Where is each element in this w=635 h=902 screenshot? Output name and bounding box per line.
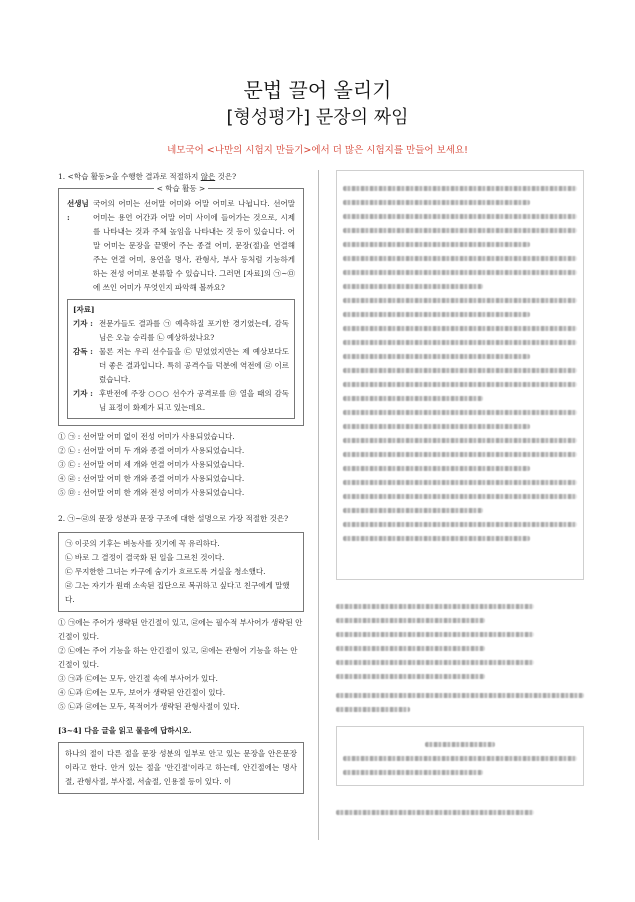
blurred-line bbox=[343, 382, 577, 387]
blurred-line bbox=[343, 270, 577, 275]
q1-options bbox=[58, 430, 304, 500]
blurred-line bbox=[343, 396, 483, 401]
q1-option[interactable]: ③ ㉢ : 선어말 어미 세 개와 연결 어미가 사용되었습니다. bbox=[58, 460, 245, 469]
dialog-speaker: 기자 : bbox=[73, 319, 93, 328]
blurred-line bbox=[343, 256, 577, 261]
blurred-line bbox=[343, 228, 577, 233]
blurred-line bbox=[343, 424, 530, 429]
teacher-label: 선생님 : bbox=[67, 199, 89, 222]
q2-options bbox=[58, 616, 304, 714]
q1-option[interactable]: ④ ㉣ : 선어말 어미 한 개와 종결 어미가 사용되었습니다. bbox=[58, 474, 245, 483]
blurred-line bbox=[343, 284, 483, 289]
q2-option[interactable]: ⑤ ㉡과 ㉣에는 모두, 목적어가 생략된 관형사절이 있다. bbox=[58, 702, 240, 711]
blurred-line bbox=[343, 312, 530, 317]
q34-heading: [3~4] 다음 글을 읽고 물음에 답하시오. bbox=[58, 726, 192, 735]
blurred-line bbox=[336, 632, 534, 637]
blurred-line bbox=[343, 368, 577, 373]
dialog-text: 물론 저는 우리 선수들을 ㉢ 믿었었지만는 제 예상보다도 더 좋은 결과입니다. 특히 공격수들 덕분에 역전에 ㉣ 이르렀습니다. bbox=[99, 347, 289, 384]
q1-option[interactable]: ② ㉡ : 선어말 어미 두 개와 종결 어미가 사용되었습니다. bbox=[58, 446, 245, 455]
q2-option[interactable]: ③ ㉠과 ㉢에는 모두, 안긴절 속에 부사어가 있다. bbox=[58, 674, 218, 683]
dialog-speaker: 감독 : bbox=[73, 347, 93, 356]
blurred-question-area bbox=[336, 604, 584, 712]
q2-sentence: ㉢ 무지한한 그녀는 카구에 숨기가 흐르도록 거실을 청소했다. bbox=[65, 567, 266, 576]
blurred-line bbox=[336, 693, 584, 698]
blurred-line bbox=[343, 410, 577, 415]
q2-option[interactable]: ② ㉡에는 주어 기능을 하는 안긴절이 있고, ㉣에는 관형어 기능을 하는 안긴절이 있다. bbox=[58, 646, 298, 669]
q2-option[interactable]: ④ ㉡과 ㉢에는 모두, 보어가 생략된 안긴절이 있다. bbox=[58, 688, 226, 697]
left-column bbox=[58, 170, 304, 794]
activity-label bbox=[59, 182, 303, 196]
blurred-line bbox=[343, 354, 530, 359]
question-2-stem: 2. ㉠~㉣의 문장 성분과 문장 구조에 대한 설명으로 가장 적절한 것은? bbox=[58, 514, 289, 523]
dialog-row bbox=[73, 317, 289, 345]
blurred-line bbox=[336, 674, 485, 679]
blurred-line bbox=[343, 494, 577, 499]
teacher-text: 국어의 어미는 선어말 어미와 어말 어미로 나뉩니다. 선어말 어미는 용언 어간과 어말 어미 사이에 들어가는 것으로, 시제를 나타내는 것과 주체 높임을 나타내는 것 등이 있습니다. 어말 어미는 문장을 끝맺어 주는 종결 어미, 문장(절)을 연결해 주는 연결 어미, 용언을 명사, 관형사, 부사 등처럼 기능하게 하는 전성 어미로 분류할 수 있습니다. 그러면 [자료]의 ㉠~㉤에 쓰인 어미가 무엇인지 파악해 볼까요? bbox=[93, 199, 295, 292]
dialog-row bbox=[73, 345, 289, 387]
q2-sentence: ㉡ 바로 그 결정이 결국화 된 일을 그르친 것이다. bbox=[65, 553, 225, 562]
q1-stem-end: 것은? bbox=[215, 172, 237, 181]
blurred-line bbox=[336, 660, 534, 665]
blurred-line bbox=[343, 480, 577, 485]
dialog-text: 전문가들도 결과를 ㉠ 예측하질 포기한 경기였는데, 감독님은 오늘 승리를 ㉡ 예상하셨나요? bbox=[99, 319, 289, 342]
blurred-line bbox=[343, 242, 530, 247]
dialog-speaker: 기자 : bbox=[73, 389, 93, 398]
blurred-line bbox=[343, 522, 577, 527]
q1-stem-emphasis: 않은 bbox=[200, 172, 216, 181]
blurred-line bbox=[343, 214, 577, 219]
blurred-line bbox=[336, 646, 485, 651]
blurred-line bbox=[343, 326, 577, 331]
page-subtitle: [형성평가] 문장의 짜임 bbox=[226, 107, 409, 128]
learning-activity-box bbox=[58, 184, 304, 426]
blurred-example-box bbox=[336, 726, 584, 786]
activity-label-text: < 학습 활동 > bbox=[154, 184, 209, 193]
q34-passage-box bbox=[58, 742, 304, 794]
page-title: 문법 끌어 올리기 bbox=[243, 78, 392, 102]
material-title: [자료] bbox=[73, 305, 95, 314]
blurred-line bbox=[343, 340, 577, 345]
q1-option[interactable]: ① ㉠ : 선어말 어미 없이 전성 어미가 사용되었습니다. bbox=[58, 432, 235, 441]
blurred-line bbox=[343, 756, 577, 761]
blurred-line bbox=[343, 186, 577, 191]
q1-option[interactable]: ⑤ ㉤ : 선어말 어미 한 개와 전성 어미가 사용되었습니다. bbox=[58, 488, 245, 497]
blurred-line bbox=[343, 298, 577, 303]
blurred-line bbox=[425, 742, 495, 747]
teacher-row bbox=[67, 197, 295, 295]
dialog-row bbox=[73, 387, 289, 415]
q1-stem-text: 1. <학습 활동>을 수행한 결과로 적절하지 bbox=[58, 172, 201, 181]
blurred-line bbox=[343, 200, 530, 205]
blurred-line bbox=[343, 536, 530, 541]
q2-sentence: ㉠ 이곳의 기후는 벼농사를 짓기에 꼭 유리하다. bbox=[65, 539, 220, 548]
blurred-line bbox=[343, 466, 530, 471]
blurred-line bbox=[336, 618, 485, 623]
q2-option[interactable]: ① ㉠에는 주어가 생략된 안긴절이 있고, ㉣에는 필수적 부사어가 생략된 안긴절이 있다. bbox=[58, 618, 303, 641]
q2-sentence: ㉣ 그는 자기가 원래 소속된 집단으로 복귀하고 싶다고 친구에게 말했다. bbox=[65, 581, 290, 604]
blurred-line bbox=[343, 508, 483, 513]
blurred-line bbox=[336, 604, 534, 609]
material-box bbox=[67, 299, 295, 419]
blurred-line bbox=[336, 707, 410, 712]
blurred-line bbox=[336, 810, 534, 815]
blurred-line bbox=[343, 452, 577, 457]
blurred-line bbox=[343, 438, 577, 443]
blurred-line bbox=[343, 770, 483, 775]
q2-sentence-box bbox=[58, 532, 304, 612]
blurred-passage-box bbox=[336, 170, 584, 580]
column-divider bbox=[318, 170, 319, 840]
q34-passage-text: 하나의 절이 다른 절을 문장 성분의 일부로 안고 있는 문장을 안은문장이라고 한다. 안겨 있는 절을 '안긴절'이라고 하는데, 안긴절에는 명사절, 관형사절, 부사절, 서술절, 인용절 등이 있다. 이 bbox=[65, 749, 297, 786]
right-column-blurred bbox=[336, 170, 584, 824]
promo-link[interactable]: 네모국어 <나만의 시험지 만들기>에서 더 많은 시험지를 만들어 보세요! bbox=[167, 145, 468, 156]
dialog-text: 후반전에 주장 ○○○ 선수가 공격로를 ㉤ 열을 때의 감독님 표정이 화제가 되고 있는데요. bbox=[99, 389, 289, 412]
